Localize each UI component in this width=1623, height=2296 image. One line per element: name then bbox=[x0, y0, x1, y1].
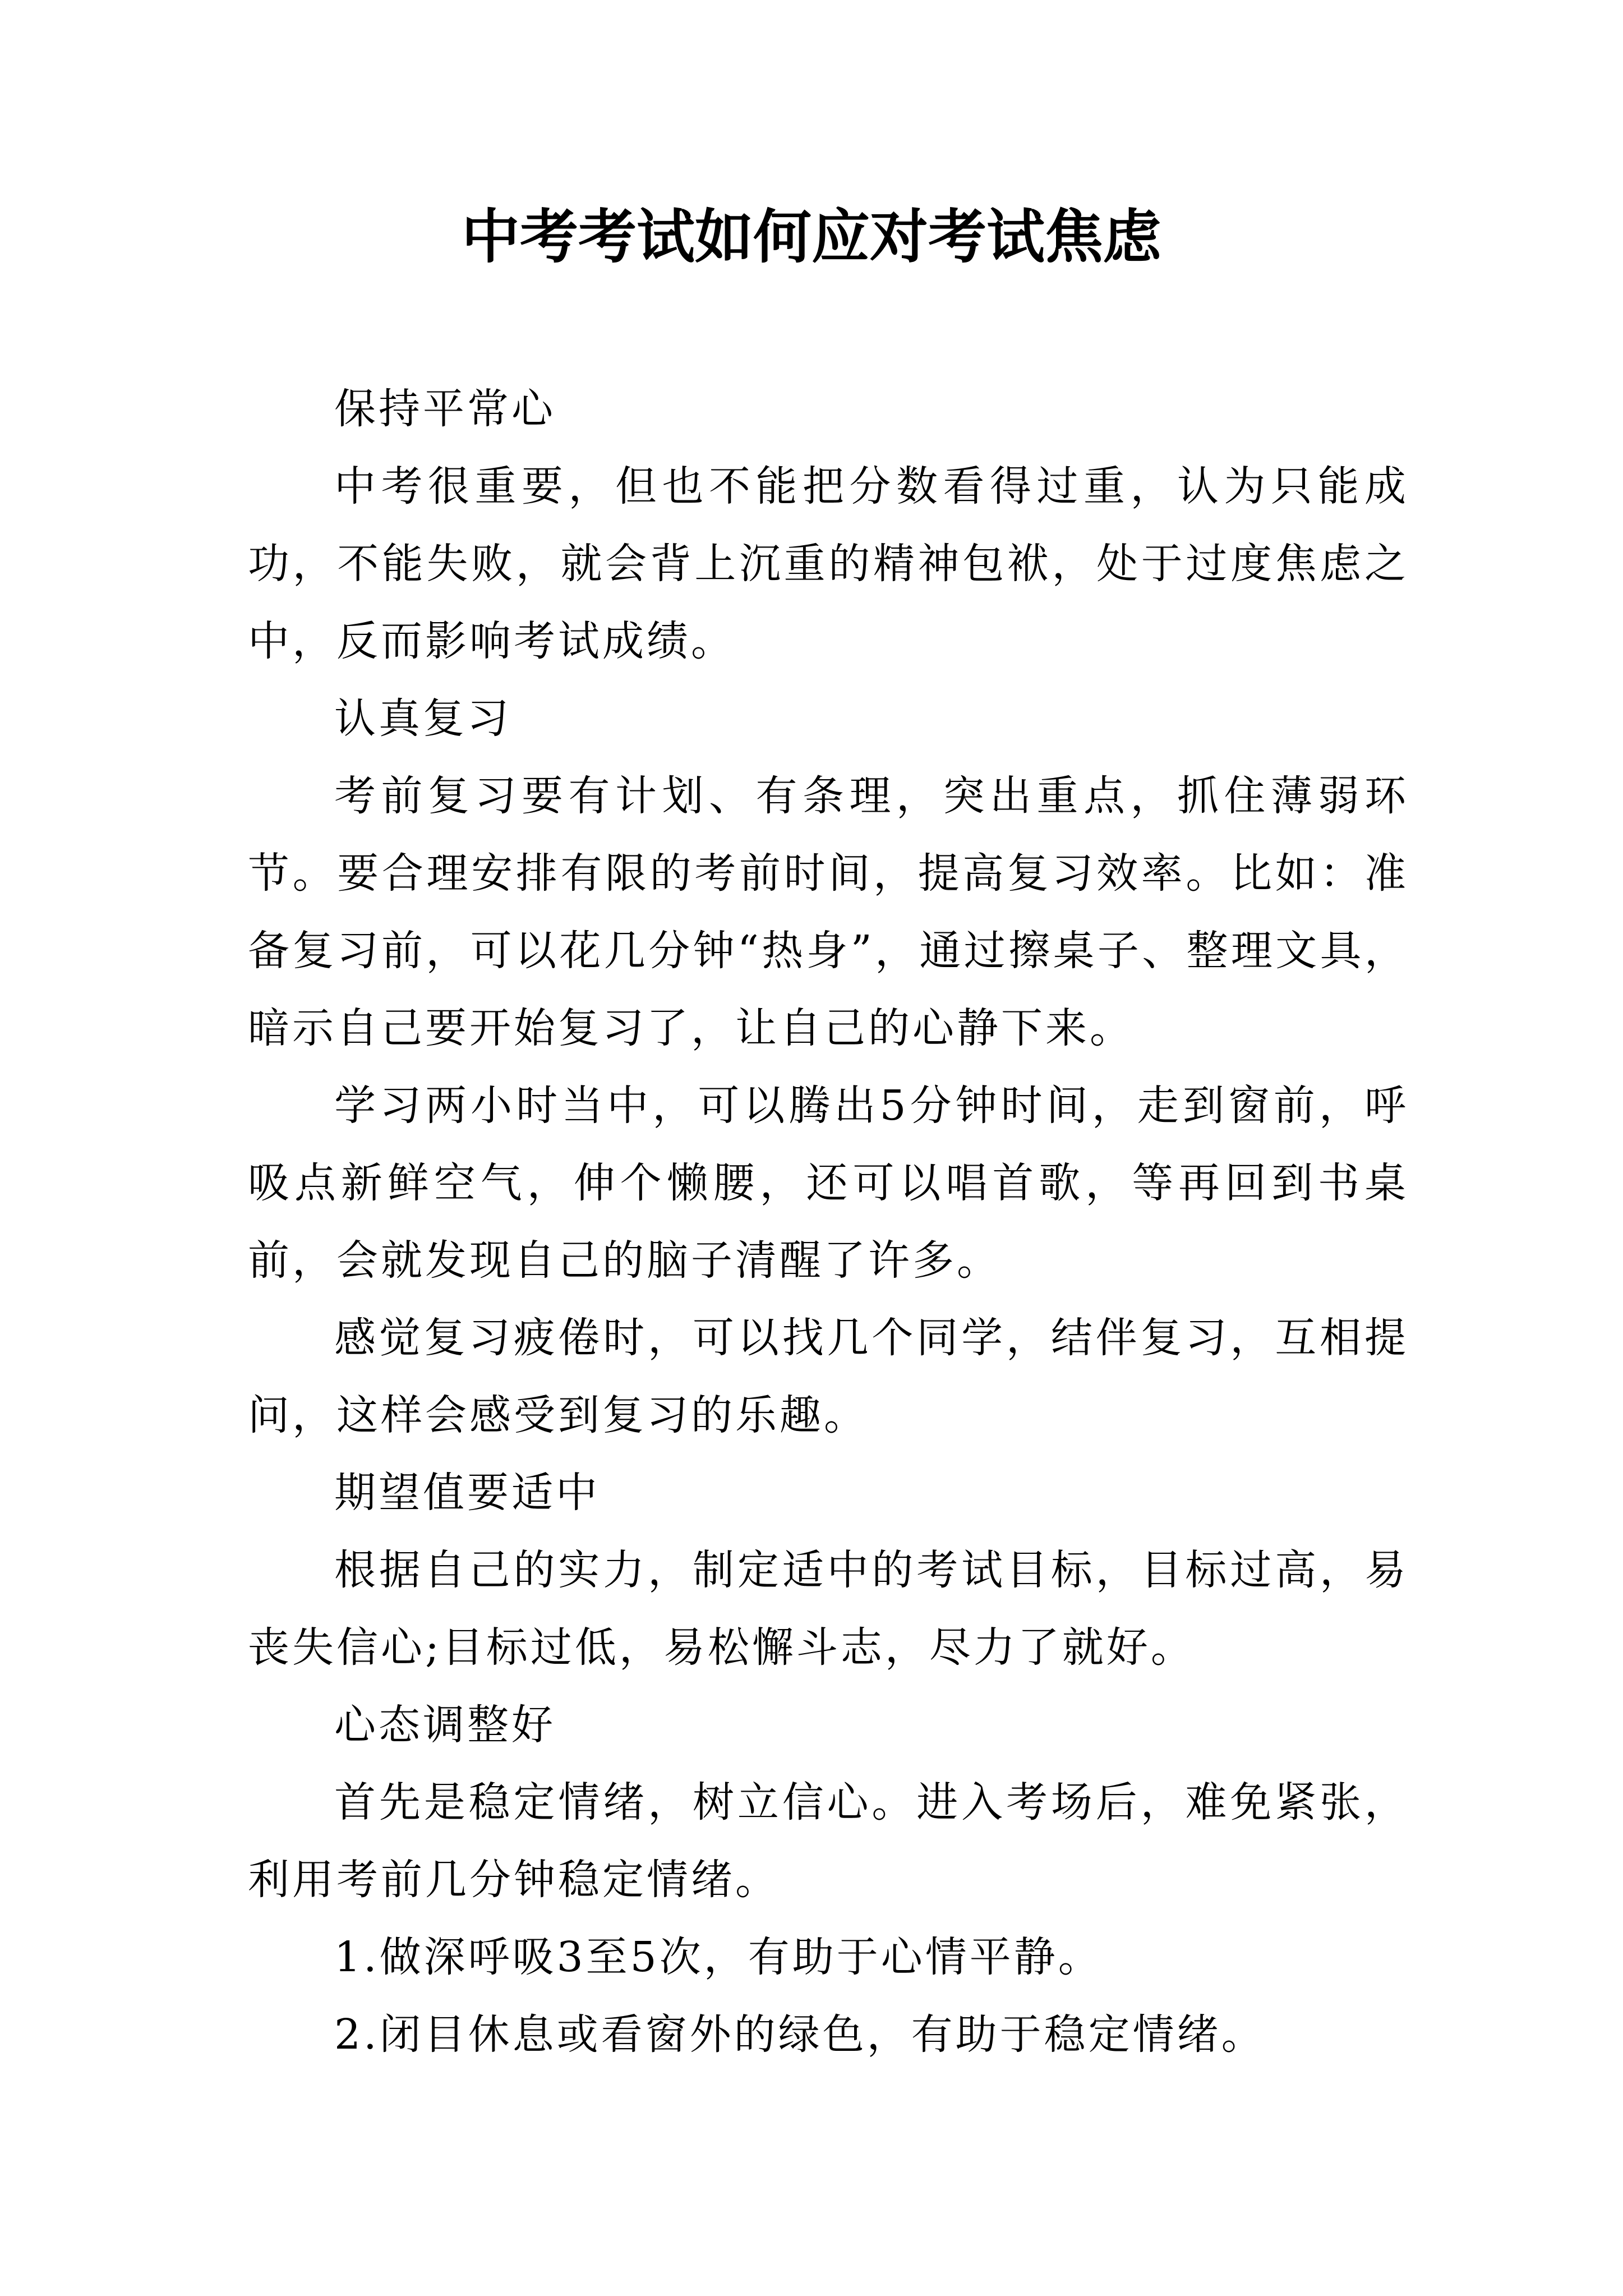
paragraph: 考前复习要有计划、有条理，突出重点，抓住薄弱环节。要合理安排有限的考前时间，提高复习效率。比如：准备复习前，可以花几分钟“热身”，通过擦桌子、整理文具，暗示自己要开始复习了，让自己的心静下来。 bbox=[248, 772, 1409, 1052]
section-heading: 认真复习 bbox=[334, 694, 511, 743]
section-heading: 期望值要适中 bbox=[334, 1469, 600, 1517]
section-heading: 心态调整好 bbox=[334, 1701, 556, 1749]
document-title: 中考考试如何应对考试焦虑 bbox=[461, 202, 1161, 271]
list-item: 2.闭目休息或看窗外的绿色，有助于稳定情绪。 bbox=[334, 2010, 1266, 2059]
paragraph: 学习两小时当中，可以腾出5分钟时间，走到窗前，呼吸点新鲜空气，伸个懒腰，还可以唱首歌，等再回到书桌前，会就发现自己的脑子清醒了许多。 bbox=[248, 1082, 1409, 1285]
section-heading: 保持平常心 bbox=[334, 385, 556, 433]
list-item: 1.做深呼吸3至5次，有助于心情平静。 bbox=[334, 1933, 1103, 1981]
document-body bbox=[248, 370, 1409, 2073]
paragraph: 感觉复习疲倦时，可以找几个同学，结伴复习，互相提问，这样会感受到复习的乐趣。 bbox=[248, 1314, 1409, 1439]
paragraph: 首先是稳定情绪，树立信心。进入考场后，难免紧张，利用考前几分钟稳定情绪。 bbox=[248, 1778, 1409, 1904]
paragraph: 中考很重要，但也不能把分数看得过重，认为只能成功，不能失败，就会背上沉重的精神包袱，处于过度焦虑之中，反而影响考试成绩。 bbox=[248, 462, 1409, 665]
paragraph: 根据自己的实力，制定适中的考试目标，目标过高，易丧失信心;目标过低，易松懈斗志，尽力了就好。 bbox=[248, 1546, 1409, 1672]
